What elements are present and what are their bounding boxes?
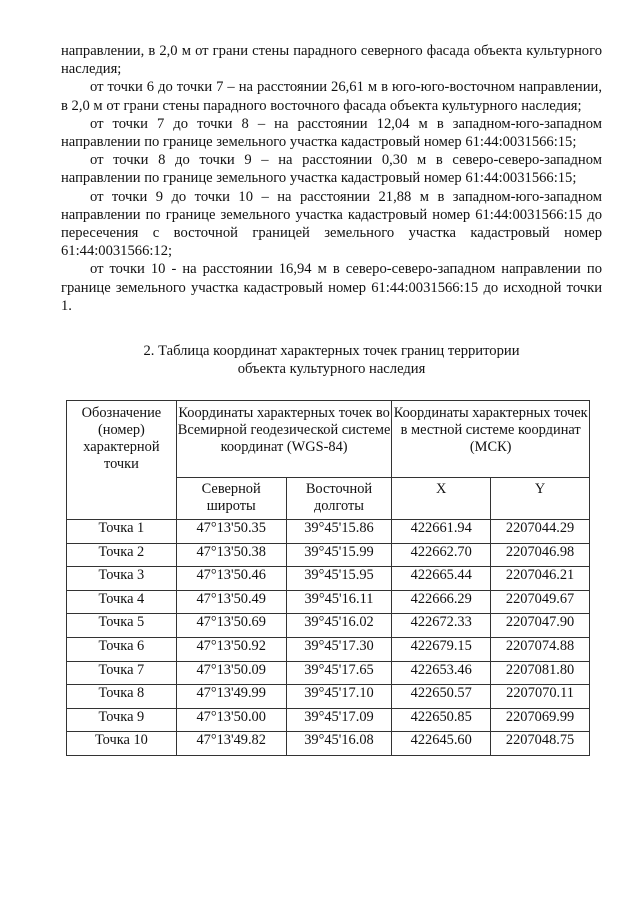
cell-longitude: 39°45'15.99 [286, 543, 392, 567]
header-east: Восточной долготы [286, 478, 392, 520]
table-row [67, 661, 590, 685]
cell-point: Точка 9 [67, 708, 177, 732]
cell-y: 2207046.21 [491, 567, 590, 591]
cell-x: 422665.44 [392, 567, 491, 591]
table-header-row [67, 401, 590, 478]
cell-longitude: 39°45'17.10 [286, 685, 392, 709]
cell-point: Точка 2 [67, 543, 177, 567]
cell-longitude: 39°45'17.65 [286, 661, 392, 685]
cell-longitude: 39°45'17.30 [286, 637, 392, 661]
cell-point: Точка 4 [67, 590, 177, 614]
cell-point: Точка 3 [67, 567, 177, 591]
cell-x: 422672.33 [392, 614, 491, 638]
cell-latitude: 47°13'49.99 [176, 685, 286, 709]
cell-point: Точка 7 [67, 661, 177, 685]
cell-x: 422650.57 [392, 685, 491, 709]
boundary-description [61, 42, 602, 315]
paragraph: от точки 10 - на расстоянии 16,94 м в северо-северо-западном направлении по границе земельного участка кадастровый номер 61:44:0031566:15 до исходной точки 1. [61, 261, 602, 314]
table-row [67, 590, 590, 614]
coordinates-table [66, 400, 590, 756]
table-row [67, 614, 590, 638]
table-row [67, 732, 590, 756]
header-x: X [392, 478, 491, 520]
paragraph: от точки 8 до точки 9 – на расстоянии 0,30 м в северо-северо-западном направлении по границе земельного участка кадастровый номер 61:44:0031566:15; [61, 152, 602, 187]
cell-longitude: 39°45'16.02 [286, 614, 392, 638]
cell-x: 422666.29 [392, 590, 491, 614]
cell-latitude: 47°13'50.09 [176, 661, 286, 685]
cell-y: 2207070.11 [491, 685, 590, 709]
table-row [67, 543, 590, 567]
cell-y: 2207081.80 [491, 661, 590, 685]
cell-point: Точка 5 [67, 614, 177, 638]
cell-longitude: 39°45'16.08 [286, 732, 392, 756]
header-y: Y [491, 478, 590, 520]
cell-x: 422645.60 [392, 732, 491, 756]
table-row [67, 708, 590, 732]
cell-point: Точка 6 [67, 637, 177, 661]
cell-x: 422679.15 [392, 637, 491, 661]
paragraph: от точки 9 до точки 10 – на расстоянии 21,88 м в западном-юго-западном направлении по границе земельного участка кадастровый номер 61:44:0031566:15 до пересечения с восточной границей земельного участка кадастровый номер 61:44:0031566:12; [61, 188, 602, 260]
cell-latitude: 47°13'49.82 [176, 732, 286, 756]
cell-point: Точка 1 [67, 520, 177, 544]
cell-y: 2207069.99 [491, 708, 590, 732]
cell-y: 2207074.88 [491, 637, 590, 661]
header-designation: Обозначение (номер) характерной точки [67, 401, 177, 520]
table-row [67, 520, 590, 544]
cell-latitude: 47°13'50.69 [176, 614, 286, 638]
cell-longitude: 39°45'17.09 [286, 708, 392, 732]
cell-longitude: 39°45'15.86 [286, 520, 392, 544]
cell-x: 422662.70 [392, 543, 491, 567]
cell-latitude: 47°13'50.46 [176, 567, 286, 591]
caption-line-1: 2. Таблица координат характерных точек границ территории [143, 343, 520, 359]
header-msk: Координаты характерных точек в местной системе координат (МСК) [392, 401, 590, 478]
cell-y: 2207044.29 [491, 520, 590, 544]
paragraph: от точки 7 до точки 8 – на расстоянии 12,04 м в западном-юго-западном направлении по границе земельного участка кадастровый номер 61:44:0031566:15; [61, 115, 602, 151]
cell-x: 422650.85 [392, 708, 491, 732]
paragraph: направлении, в 2,0 м от грани стены парадного северного фасада объекта культурного наследия; [61, 43, 602, 78]
cell-longitude: 39°45'15.95 [286, 567, 392, 591]
cell-longitude: 39°45'16.11 [286, 590, 392, 614]
cell-x: 422653.46 [392, 661, 491, 685]
cell-latitude: 47°13'50.00 [176, 708, 286, 732]
cell-latitude: 47°13'50.49 [176, 590, 286, 614]
cell-y: 2207048.75 [491, 732, 590, 756]
cell-latitude: 47°13'50.38 [176, 543, 286, 567]
header-wgs: Координаты характерных точек во Всемирной геодезической системе координат (WGS-84) [176, 401, 392, 478]
caption-line-2: объекта культурного наследия [237, 361, 426, 377]
table-row [67, 685, 590, 709]
cell-latitude: 47°13'50.35 [176, 520, 286, 544]
table-row [67, 567, 590, 591]
cell-point: Точка 10 [67, 732, 177, 756]
cell-y: 2207049.67 [491, 590, 590, 614]
header-north: Северной широты [176, 478, 286, 520]
cell-y: 2207047.90 [491, 614, 590, 638]
cell-point: Точка 8 [67, 685, 177, 709]
paragraph: от точки 6 до точки 7 – на расстоянии 26,61 м в юго-юго-восточном направлении, в 2,0 м от грани стены парадного восточного фасада объекта культурного наследия; [61, 79, 602, 114]
table-row [67, 637, 590, 661]
cell-y: 2207046.98 [491, 543, 590, 567]
cell-latitude: 47°13'50.92 [176, 637, 286, 661]
cell-x: 422661.94 [392, 520, 491, 544]
table-caption [61, 342, 602, 378]
